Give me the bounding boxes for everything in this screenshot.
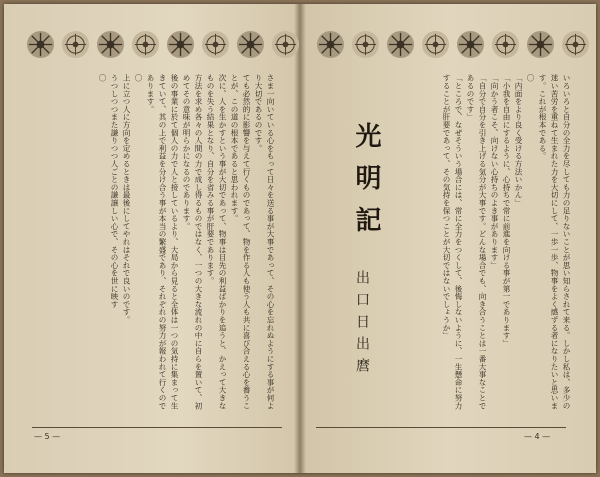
- quote: 「小我を自由にするように、心持ちで常に前進を向ける事が第一であります」: [502, 74, 511, 347]
- author-name: 出口日出麿: [354, 270, 370, 380]
- paragraph: 上に立つ人に方向を定めるときは最後にしてやれはそれで良いのです。: [122, 74, 131, 324]
- floral-ornament-icon: [561, 30, 590, 59]
- quote: 「内面をより良く受ける方法いかん」: [514, 74, 523, 207]
- section-mark: 〇: [526, 74, 535, 82]
- footer-rule: [316, 427, 566, 428]
- paragraph: ても必然的に影響を与えて行くものであって、物を作る人も使う人も共に喜び合える心を養うことが、この道の根本であると思われます。: [230, 74, 251, 410]
- book-spread: [4, 4, 596, 473]
- paragraph: 後の事業に於て個人の力で人と接しているより、大局から見ると全体は一つの気持に集まって生きていて、其の上で利益を分け合う事が本当の繁盛であり、それぞれの努力が報われて行くのであります。: [146, 74, 179, 410]
- floral-ornament-icon: [421, 30, 450, 59]
- ornament-row-right: [316, 30, 590, 59]
- right-page-body: [436, 74, 572, 414]
- floral-ornament-icon: [491, 30, 520, 59]
- floral-ornament-icon: [236, 30, 265, 59]
- page-number: — 5 —: [34, 432, 61, 441]
- section-mark: 〇: [98, 74, 107, 82]
- article-title: 光明記: [351, 122, 381, 248]
- quote: 「自分で自分を引き上げる気分が大事です。どんな場合でも、向き合うことは一番大事なことであるのです」: [466, 74, 487, 410]
- floral-ornament-icon: [456, 30, 485, 59]
- paragraph: 次に、人を生かすという事が大切であって、物事は目先の利益ばかりを追うと、かえって大きなものを失う結果となり、自分を省みる事が肝要であります。: [206, 74, 227, 410]
- paragraph: さま一向いている心をもって日々を送る事が大事であって、その心を忘れぬようにする事が何より大切であるのです。: [254, 74, 275, 410]
- floral-ornament-icon: [26, 30, 55, 59]
- floral-ornament-icon: [386, 30, 415, 59]
- floral-ornament-icon: [271, 30, 300, 59]
- paragraph: 方法を求め各々の人間の力で成し得るものではなく、一つの大きな流れの中に自らを置いて、初めてその意味が明らかになるのであります。: [182, 74, 203, 410]
- floral-ornament-icon: [316, 30, 345, 59]
- floral-ornament-icon: [526, 30, 555, 59]
- paragraph: うつしつつまた謙りつつ人ごとの謙譲しい心で、その心を世に映す: [110, 74, 119, 308]
- quote: 「ところで、なぜそういう場合には、常に全力をつくして、後悔しないように、一生懸命に努力することが肝要であって、その気持を保つことが大切ではないでしょうか」: [442, 74, 463, 410]
- page-number: — 4 —: [524, 432, 551, 441]
- paragraph-intro: いろいろと自分の全力を尽しても力の足りないことが思い知らされて来る。しかし私は、多少の迷い苦労を重ねて生まれた力を大切にして、一歩一歩、物事をよく感ずる者になりたいと思います。これが根本である。: [538, 74, 571, 410]
- left-page: [4, 4, 298, 473]
- right-page: [302, 4, 596, 473]
- floral-ornament-icon: [201, 30, 230, 59]
- section-mark: 〇: [134, 74, 143, 82]
- ornament-row-left: [26, 30, 300, 59]
- floral-ornament-icon: [61, 30, 90, 59]
- floral-ornament-icon: [131, 30, 160, 59]
- floral-ornament-icon: [166, 30, 195, 59]
- floral-ornament-icon: [351, 30, 380, 59]
- quote: 「向かう者こそ、向けない心持ちのよき事があります」: [490, 74, 499, 269]
- left-page-body: [26, 74, 276, 414]
- footer-rule: [32, 427, 282, 428]
- floral-ornament-icon: [96, 30, 125, 59]
